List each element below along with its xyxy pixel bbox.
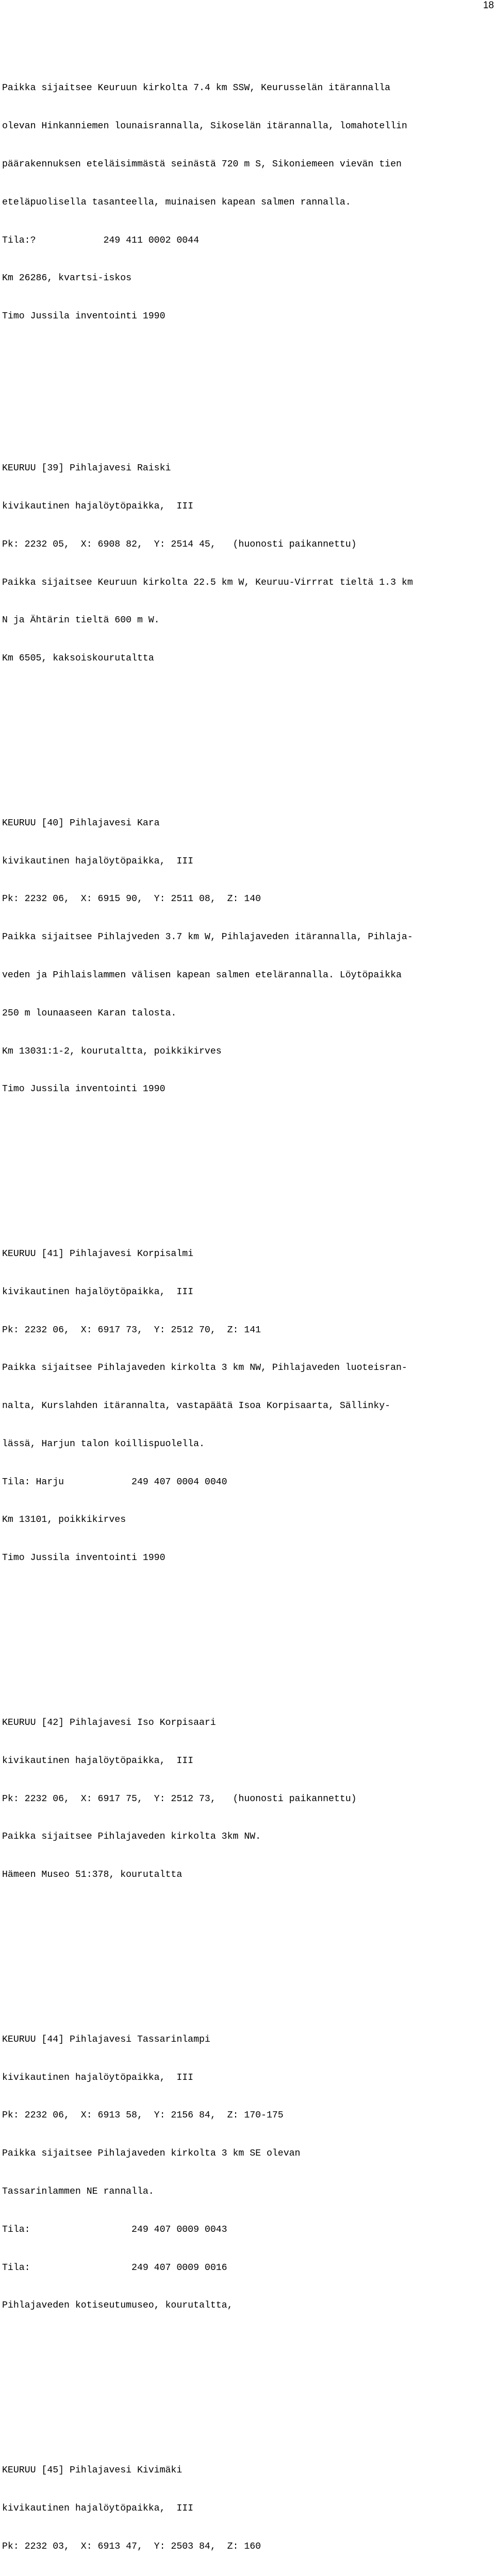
text-line: kivikautinen hajalöytöpaikka, III: [2, 501, 194, 512]
text-line: Tila:? 249 411 0002 0044: [2, 235, 199, 246]
text-line: Pk: 2232 06, X: 6917 75, Y: 2512 73, (huonosti paikannettu): [2, 1793, 357, 1804]
text-line: kivikautinen hajalöytöpaikka, III: [2, 856, 194, 867]
entry-keuruu-42: [2, 1691, 494, 1907]
text-line: eteläpuolisella tasanteella, muinaisen kapean salmen rannalla.: [2, 197, 351, 208]
intro-block: [2, 57, 494, 348]
entry-keuruu-44: [2, 2008, 494, 2337]
text-line: lässä, Harjun talon koillispuolella.: [2, 1438, 205, 1449]
entry-heading: KEURUU [42] Pihlajavesi Iso Korpisaari: [2, 1717, 216, 1728]
text-line: Pk: 2232 06, X: 6915 90, Y: 2511 08, Z: 140: [2, 894, 261, 905]
text-line: Pk: 2232 06, X: 6913 58, Y: 2156 84, Z: 170-175: [2, 2110, 284, 2121]
text-line: Km 13101, poikkikirves: [2, 1515, 126, 1526]
text-line: Paikka sijaitsee Pihlajaveden kirkolta 3 km NW, Pihlajaveden luoteisran-: [2, 1363, 407, 1374]
entry-heading: KEURUU [39] Pihlajavesi Raiski: [2, 463, 171, 474]
text-line: Paikka sijaitsee Pihlajaveden kirkolta 3 km SE olevan: [2, 2148, 301, 2159]
spacer: [2, 1945, 494, 1970]
spacer: [2, 1159, 494, 1184]
text-line: veden ja Pihlaislammen välisen kapean salmen etelärannalla. Löytöpaikka: [2, 970, 402, 980]
text-line: Km 13031:1-2, kourutaltta, poikkikirves: [2, 1046, 222, 1057]
text-line: Tila: 249 407 0009 0016: [2, 2262, 227, 2273]
text-line: Pk: 2232 06, X: 6917 73, Y: 2512 70, Z: 141: [2, 1325, 261, 1335]
entry-heading: KEURUU [40] Pihlajavesi Kara: [2, 818, 160, 828]
spacer: [2, 728, 494, 754]
text-line: Timo Jussila inventointi 1990: [2, 311, 166, 322]
text-line: päärakennuksen eteläisimmästä seinästä 720 m S, Sikoniemeen vievän tien: [2, 159, 402, 170]
text-line: Tassarinlammen NE rannalla.: [2, 2186, 154, 2197]
text-line: Km 26286, kvartsi-iskos: [2, 273, 132, 284]
document-body: [2, 31, 494, 2576]
text-line: Paikka sijaitsee Pihlajveden 3.7 km W, Pihlajaveden itärannalla, Pihlaja-: [2, 932, 413, 943]
spacer: [2, 386, 494, 399]
entry-heading: KEURUU [45] Pihlajavesi Kivimäki: [2, 2465, 183, 2476]
text-line: kivikautinen hajalöytöpaikka, III: [2, 2072, 194, 2083]
entry-keuruu-40: [2, 792, 494, 1121]
text-line: N ja Ähtärin tieltä 600 m W.: [2, 615, 160, 626]
text-line: 250 m lounaaseen Karan talosta.: [2, 1008, 177, 1019]
entry-keuruu-45: [2, 2439, 494, 2576]
text-line: Paikka sijaitsee Keuruun kirkolta 22.5 km W, Keuruu-Virrrat tieltä 1.3 km: [2, 577, 413, 588]
spacer: [2, 1628, 494, 1653]
text-line: Pihlajaveden kotiseutumuseo, kourutaltta,: [2, 2300, 233, 2311]
text-line: Paikka sijaitsee Pihlajaveden kirkolta 3km NW.: [2, 1832, 261, 1842]
entry-keuruu-41: [2, 1223, 494, 1590]
text-line: kivikautinen hajalöytöpaikka, III: [2, 2503, 194, 2514]
text-line: Tila: Harju 249 407 0004 0040: [2, 1477, 227, 1487]
text-line: olevan Hinkanniemen lounaisrannalla, Sikoselän itärannalla, lomahotellin: [2, 121, 407, 132]
text-line: Timo Jussila inventointi 1990: [2, 1084, 166, 1095]
page-number: 18: [483, 0, 494, 11]
text-line: kivikautinen hajalöytöpaikka, III: [2, 1286, 194, 1297]
text-line: Timo Jussila inventointi 1990: [2, 1553, 166, 1564]
text-line: Pk: 2232 03, X: 6913 47, Y: 2503 84, Z: 160: [2, 2541, 261, 2552]
text-line: Pk: 2232 05, X: 6908 82, Y: 2514 45, (huonosti paikannettu): [2, 539, 357, 550]
spacer: [2, 2376, 494, 2401]
text-line: Hämeen Museo 51:378, kourutaltta: [2, 1870, 183, 1880]
entry-keuruu-39: [2, 437, 494, 690]
text-line: Tila: 249 407 0009 0043: [2, 2224, 227, 2235]
entry-heading: KEURUU [41] Pihlajavesi Korpisalmi: [2, 1249, 194, 1259]
text-line: kivikautinen hajalöytöpaikka, III: [2, 1755, 194, 1766]
text-line: Paikka sijaitsee Keuruun kirkolta 7.4 km SSW, Keurusselän itärannalla: [2, 83, 391, 94]
entry-heading: KEURUU [44] Pihlajavesi Tassarinlampi: [2, 2034, 210, 2045]
text-line: Km 6505, kaksoiskourutaltta: [2, 653, 154, 664]
text-line: nalta, Kurslahden itärannalta, vastapäätä Isoa Korpisaarta, Sällinky-: [2, 1401, 391, 1412]
